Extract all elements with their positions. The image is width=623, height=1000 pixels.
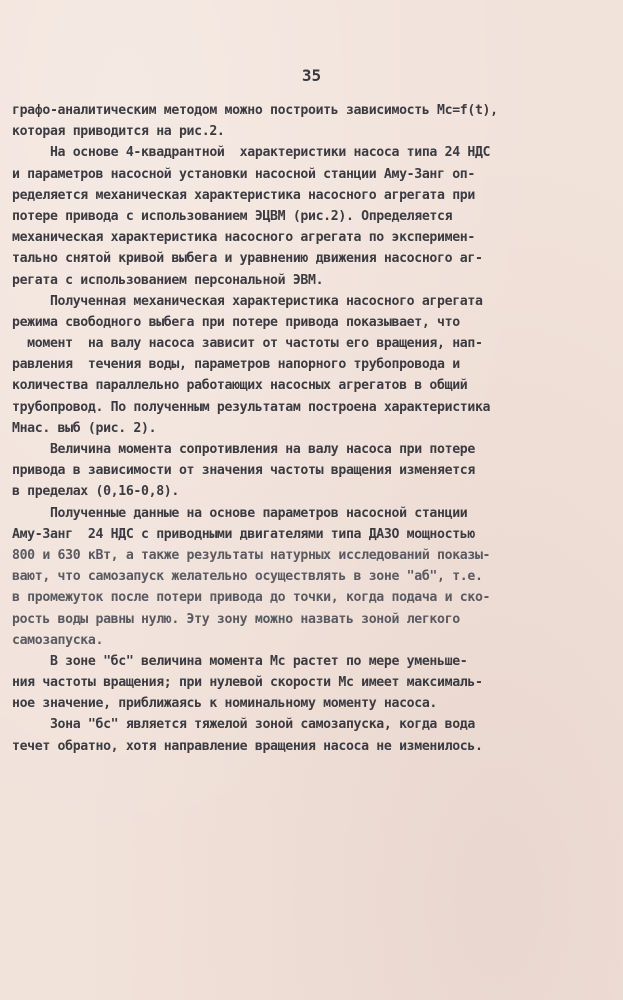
text-line: в промежуток после потери привода до точки, когда подача и ско- (12, 590, 491, 606)
body-text (12, 100, 612, 757)
text-line: На основе 4-квадрантной характеристики насоса типа 24 НДС (12, 145, 491, 161)
text-line: Mнас. выб (рис. 2). (12, 420, 157, 436)
text-line: Полученные данные на основе параметров насосной станции (12, 505, 468, 521)
text-line: ния частоты вращения; при нулевой скорости Mс имеет максималь- (12, 675, 483, 691)
text-line: рость воды равны нулю. Эту зону можно назвать зоной легкого (12, 611, 460, 627)
text-line: механическая характеристика насосного агрегата по эксперимен- (12, 230, 475, 246)
text-line: вают, что самозапуск желательно осуществлять в зоне "аб", т.е. (12, 569, 483, 585)
text-line: количества параллельно работающих насосных агрегатов в общий (12, 378, 468, 394)
text-line: трубопровод. По полученным результатам построена характеристика (12, 399, 491, 415)
text-line: равления течения воды, параметров напорного трубопровода и (12, 357, 460, 373)
text-line: момент на валу насоса зависит от частоты его вращения, нап- (12, 336, 483, 352)
text-line: потере привода с использованием ЭЦВМ (рис.2). Определяется (12, 208, 453, 224)
text-line: 800 и 630 кВт, а также результаты натурных исследований показы- (12, 547, 491, 563)
text-line: самозапуска. (12, 632, 104, 648)
text-line: Величина момента сопротивления на валу насоса при потере (12, 442, 475, 457)
text-line: В зоне "бс" величина момента Mс растет по мере уменьше- (12, 653, 468, 669)
text-line: тально снятой кривой выбега и уравнению движения насосного аг- (12, 251, 483, 267)
text-line: регата с использованием персональной ЭВМ. (12, 272, 324, 288)
text-line: и параметров насосной установки насосной станции Аму-Занг оп- (12, 166, 475, 182)
text-line: режима свободного выбега при потере привода показывает, что (12, 314, 460, 330)
text-line: Аму-Занг 24 НДС с приводными двигателями типа ДАЗО мощностью (12, 526, 475, 542)
text-line: ное значение, приближаясь к номинальному моменту насоса. (12, 696, 438, 712)
text-line: в пределах (0,16-0,8). (12, 484, 179, 500)
text-line: Полученная механическая характеристика насосного агрегата (12, 293, 483, 309)
text-line: течет обратно, хотя направление вращения насоса не изменилось. (12, 738, 483, 754)
text-line: которая приводится на рис.2. (12, 124, 225, 140)
text-line: графо-аналитическим методом можно построить зависимость Mс=f(t), (12, 103, 498, 118)
text-line: привода в зависимости от значения частоты вращения изменяется (12, 463, 475, 479)
page-number: 35 (301, 66, 322, 85)
text-line: ределяется механическая характеристика насосного агрегата при (12, 187, 475, 203)
text-line: Зона "бс" является тяжелой зоной самозапуска, когда вода (12, 717, 475, 733)
